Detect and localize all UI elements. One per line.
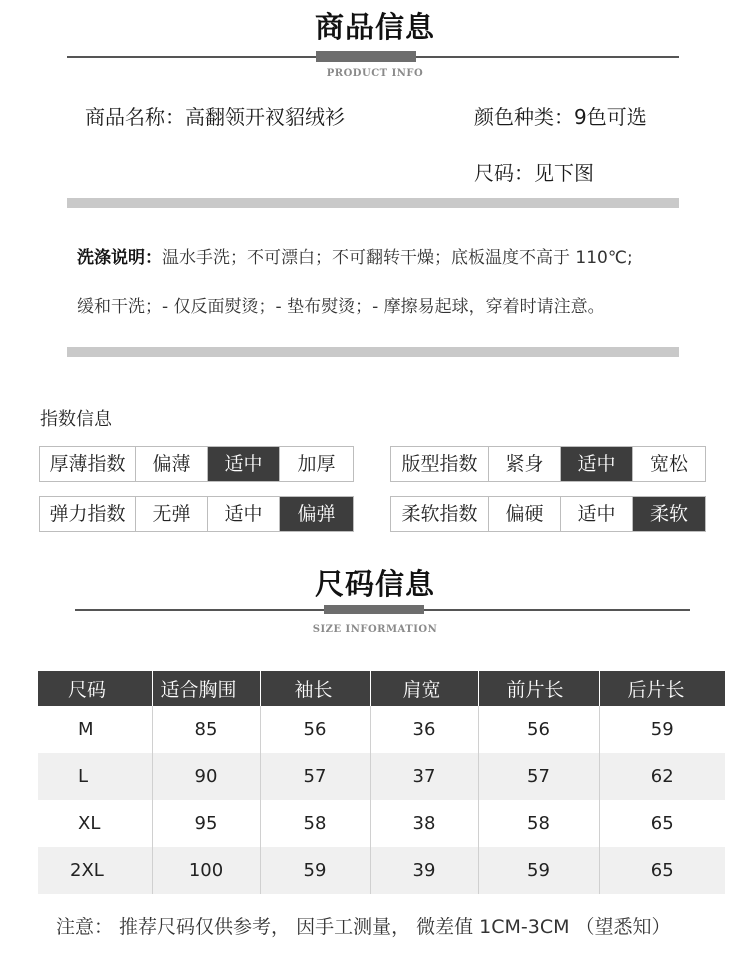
cell: 36 xyxy=(370,706,478,753)
index-label: 柔软指数 xyxy=(391,497,489,531)
cell: 100 xyxy=(152,847,260,894)
product-info-title: 商品信息 xyxy=(314,10,435,44)
index-option: 偏硬 xyxy=(489,497,561,531)
cell: 58 xyxy=(478,800,599,847)
cell-size: M xyxy=(38,706,152,753)
washing-instructions-line2: 缓和干洗；- 仅反面熨烫；- 垫布熨烫；- 摩擦易起球，穿着时请注意。 xyxy=(77,297,605,317)
table-row xyxy=(38,706,725,753)
section-separator-bottom xyxy=(67,347,679,357)
index-option: 适中 xyxy=(208,497,280,531)
cell: 59 xyxy=(478,847,599,894)
index-option: 紧身 xyxy=(489,447,561,481)
section-separator-top xyxy=(67,198,679,208)
index-row-thickness xyxy=(39,446,354,482)
cell: 95 xyxy=(152,800,260,847)
index-option-selected: 偏弹 xyxy=(280,497,353,531)
cell: 56 xyxy=(260,706,370,753)
cell: 56 xyxy=(478,706,599,753)
product-info-subtitle: PRODUCT INFO xyxy=(326,68,424,79)
cell-size: 2XL xyxy=(38,847,152,894)
size-note: 注意： 推荐尺码仅供参考， 因手工测量， 微差值 1CM-3CM （望悉知） xyxy=(56,916,671,938)
product-name: 商品名称：高翻领开衩貂绒衫 xyxy=(85,105,345,129)
washing-text-1: 温水手洗；不可漂白；不可翻转干燥；底板温度不高于 110℃; xyxy=(162,248,633,268)
index-option: 无弹 xyxy=(136,497,208,531)
cell: 59 xyxy=(650,719,674,740)
table-row xyxy=(38,847,725,894)
cell: 65 xyxy=(650,813,674,834)
product-size-ref: 尺码：见下图 xyxy=(474,161,594,185)
index-option: 加厚 xyxy=(297,453,336,475)
header-size: 尺码 xyxy=(38,671,152,706)
index-option-selected: 适中 xyxy=(561,447,633,481)
cell-size: L xyxy=(38,753,152,800)
cell: 57 xyxy=(478,753,599,800)
header-sleeve: 袖长 xyxy=(260,671,370,706)
index-row-softness xyxy=(390,496,706,532)
cell: 58 xyxy=(260,800,370,847)
washing-instructions-line1 xyxy=(77,243,633,268)
size-info-subtitle: SIZE INFORMATION xyxy=(312,624,438,635)
index-label: 弹力指数 xyxy=(40,497,136,531)
cell: 65 xyxy=(599,847,725,894)
header-chest: 适合胸围 xyxy=(152,671,260,706)
table-row xyxy=(38,800,725,847)
index-option: 偏薄 xyxy=(136,447,208,481)
size-info-divider-accent xyxy=(324,605,424,614)
cell: 85 xyxy=(152,706,260,753)
index-option-selected: 柔软 xyxy=(633,497,705,531)
index-option-selected: 适中 xyxy=(208,447,280,481)
header-front-length: 前片长 xyxy=(478,671,599,706)
index-option: 适中 xyxy=(561,497,633,531)
cell: 38 xyxy=(370,800,478,847)
table-row xyxy=(38,753,725,800)
cell: 90 xyxy=(152,753,260,800)
index-row-fit xyxy=(390,446,706,482)
index-row-elasticity xyxy=(39,496,354,532)
cell: 37 xyxy=(370,753,478,800)
cell: 57 xyxy=(260,753,370,800)
header-back-length: 后片长 xyxy=(599,671,725,706)
cell-size: XL xyxy=(38,800,152,847)
cell: 62 xyxy=(599,753,725,800)
size-table-header xyxy=(38,671,725,706)
index-label: 厚薄指数 xyxy=(40,447,136,481)
cell: 39 xyxy=(370,847,478,894)
index-label: 版型指数 xyxy=(391,447,489,481)
size-table xyxy=(38,671,725,894)
index-info-title: 指数信息 xyxy=(40,409,112,430)
product-info-divider-accent xyxy=(316,51,416,62)
cell: 59 xyxy=(260,847,370,894)
header-shoulder: 肩宽 xyxy=(370,671,478,706)
index-option: 宽松 xyxy=(649,453,688,475)
washing-heading: 洗涤说明： xyxy=(77,248,162,268)
size-info-title: 尺码信息 xyxy=(314,567,435,601)
product-colors: 颜色种类：9色可选 xyxy=(474,105,647,129)
